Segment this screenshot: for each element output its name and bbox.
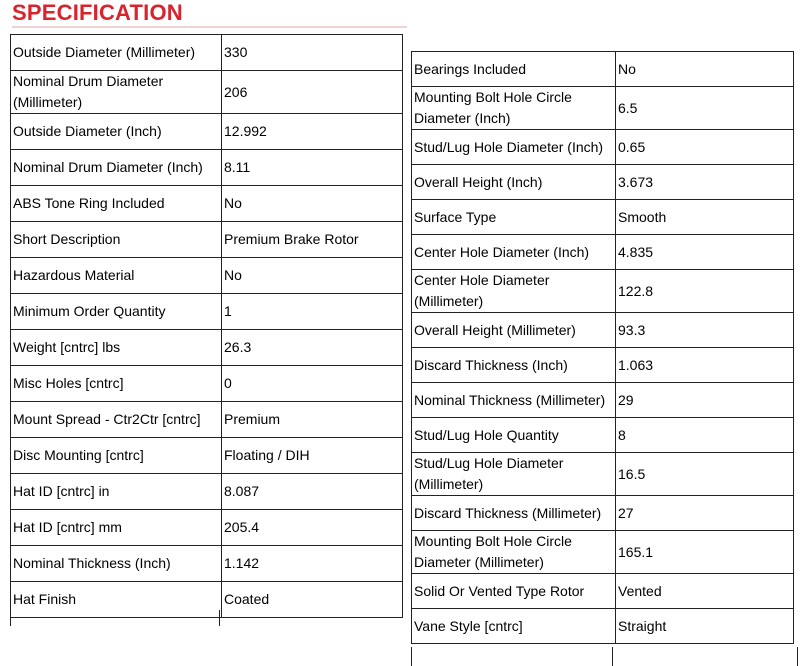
spec-label: Nominal Thickness (Inch)	[11, 546, 222, 582]
spec-label: Discard Thickness (Millimeter)	[412, 496, 616, 531]
table-row	[11, 186, 403, 222]
spec-label: Mounting Bolt Hole Circle Diameter (Millimeter)	[412, 531, 616, 574]
spec-label: Weight [cntrc] lbs	[11, 330, 222, 366]
spec-label: ABS Tone Ring Included	[11, 186, 222, 222]
table-row	[11, 402, 403, 438]
table-row	[11, 71, 403, 114]
spec-value: Straight	[616, 609, 794, 644]
table-row	[11, 114, 403, 150]
spec-label: Mounting Bolt Hole Circle Diameter (Inch)	[412, 87, 616, 130]
spec-label: Nominal Thickness (Millimeter)	[412, 383, 616, 418]
spec-label: Nominal Drum Diameter (Inch)	[11, 150, 222, 186]
table-row	[412, 270, 794, 313]
spec-label: Nominal Drum Diameter (Millimeter)	[11, 71, 222, 114]
spec-value: 206	[222, 71, 403, 114]
column-divider	[219, 610, 220, 626]
table-row	[412, 574, 794, 609]
spec-label: Outside Diameter (Inch)	[11, 114, 222, 150]
spec-label: Disc Mounting [cntrc]	[11, 438, 222, 474]
table-row	[412, 165, 794, 200]
table-row	[11, 510, 403, 546]
table-row	[11, 150, 403, 186]
spec-value: 122.8	[616, 270, 794, 313]
spec-value: 6.5	[616, 87, 794, 130]
spec-table-left	[10, 34, 403, 618]
spec-value: 3.673	[616, 165, 794, 200]
table-row	[412, 531, 794, 574]
spec-label: Stud/Lug Hole Diameter (Inch)	[412, 130, 616, 165]
spec-label: Outside Diameter (Millimeter)	[11, 35, 222, 71]
table-row	[11, 294, 403, 330]
title-underline	[12, 26, 407, 28]
spec-table-right	[411, 51, 794, 644]
spec-value: 8.11	[222, 150, 403, 186]
spec-value: Floating / DIH	[222, 438, 403, 474]
spec-label: Surface Type	[412, 200, 616, 235]
table-row	[11, 438, 403, 474]
spec-label: Stud/Lug Hole Quantity	[412, 418, 616, 453]
spec-label: Short Description	[11, 222, 222, 258]
spec-value: 8.087	[222, 474, 403, 510]
spec-value: 16.5	[616, 453, 794, 496]
spec-label: Mount Spread - Ctr2Ctr [cntrc]	[11, 402, 222, 438]
spec-label: Overall Height (Inch)	[412, 165, 616, 200]
spec-label: Center Hole Diameter (Millimeter)	[412, 270, 616, 313]
spec-label: Hat ID [cntrc] mm	[11, 510, 222, 546]
spec-value: Premium Brake Rotor	[222, 222, 403, 258]
spec-value: 27	[616, 496, 794, 531]
spec-value: No	[222, 258, 403, 294]
table-row	[412, 418, 794, 453]
table-row	[412, 235, 794, 270]
table-row	[412, 609, 794, 644]
table-row	[412, 87, 794, 130]
spec-label: Misc Holes [cntrc]	[11, 366, 222, 402]
spec-value: 12.992	[222, 114, 403, 150]
spec-label: Minimum Order Quantity	[11, 294, 222, 330]
spec-value: 165.1	[616, 531, 794, 574]
spec-value: 0	[222, 366, 403, 402]
spec-value: Coated	[222, 582, 403, 618]
table-row	[11, 330, 403, 366]
spec-value: No	[616, 52, 794, 87]
column-divider	[612, 647, 613, 666]
spec-value: 1.142	[222, 546, 403, 582]
spec-label: Hazardous Material	[11, 258, 222, 294]
table-row	[11, 258, 403, 294]
spec-value: 330	[222, 35, 403, 71]
table-right-continuation	[411, 647, 798, 666]
spec-value: Smooth	[616, 200, 794, 235]
spec-label: Overall Height (Millimeter)	[412, 313, 616, 348]
spec-label: Hat ID [cntrc] in	[11, 474, 222, 510]
spec-value: 93.3	[616, 313, 794, 348]
spec-value: 26.3	[222, 330, 403, 366]
table-row	[11, 222, 403, 258]
spec-label: Bearings Included	[412, 52, 616, 87]
spec-label: Center Hole Diameter (Inch)	[412, 235, 616, 270]
spec-value: 29	[616, 383, 794, 418]
spec-label: Vane Style [cntrc]	[412, 609, 616, 644]
table-row	[412, 52, 794, 87]
table-row	[11, 35, 403, 71]
spec-label: Solid Or Vented Type Rotor	[412, 574, 616, 609]
spec-value: 1	[222, 294, 403, 330]
table-row	[412, 313, 794, 348]
table-row	[412, 130, 794, 165]
spec-value: 1.063	[616, 348, 794, 383]
spec-value: 0.65	[616, 130, 794, 165]
spec-label: Stud/Lug Hole Diameter (Millimeter)	[412, 453, 616, 496]
spec-value: 4.835	[616, 235, 794, 270]
table-row	[11, 366, 403, 402]
table-row	[412, 348, 794, 383]
table-row	[412, 496, 794, 531]
table-row	[412, 200, 794, 235]
table-row	[11, 474, 403, 510]
spec-value: 8	[616, 418, 794, 453]
spec-value: Premium	[222, 402, 403, 438]
table-left-continuation	[10, 610, 404, 626]
spec-label: Hat Finish	[11, 582, 222, 618]
table-row	[412, 383, 794, 418]
table-row	[412, 453, 794, 496]
spec-value: No	[222, 186, 403, 222]
spec-label: Discard Thickness (Inch)	[412, 348, 616, 383]
spec-value: Vented	[616, 574, 794, 609]
page-title: SPECIFICATION	[12, 0, 183, 25]
table-row	[11, 546, 403, 582]
spec-value: 205.4	[222, 510, 403, 546]
